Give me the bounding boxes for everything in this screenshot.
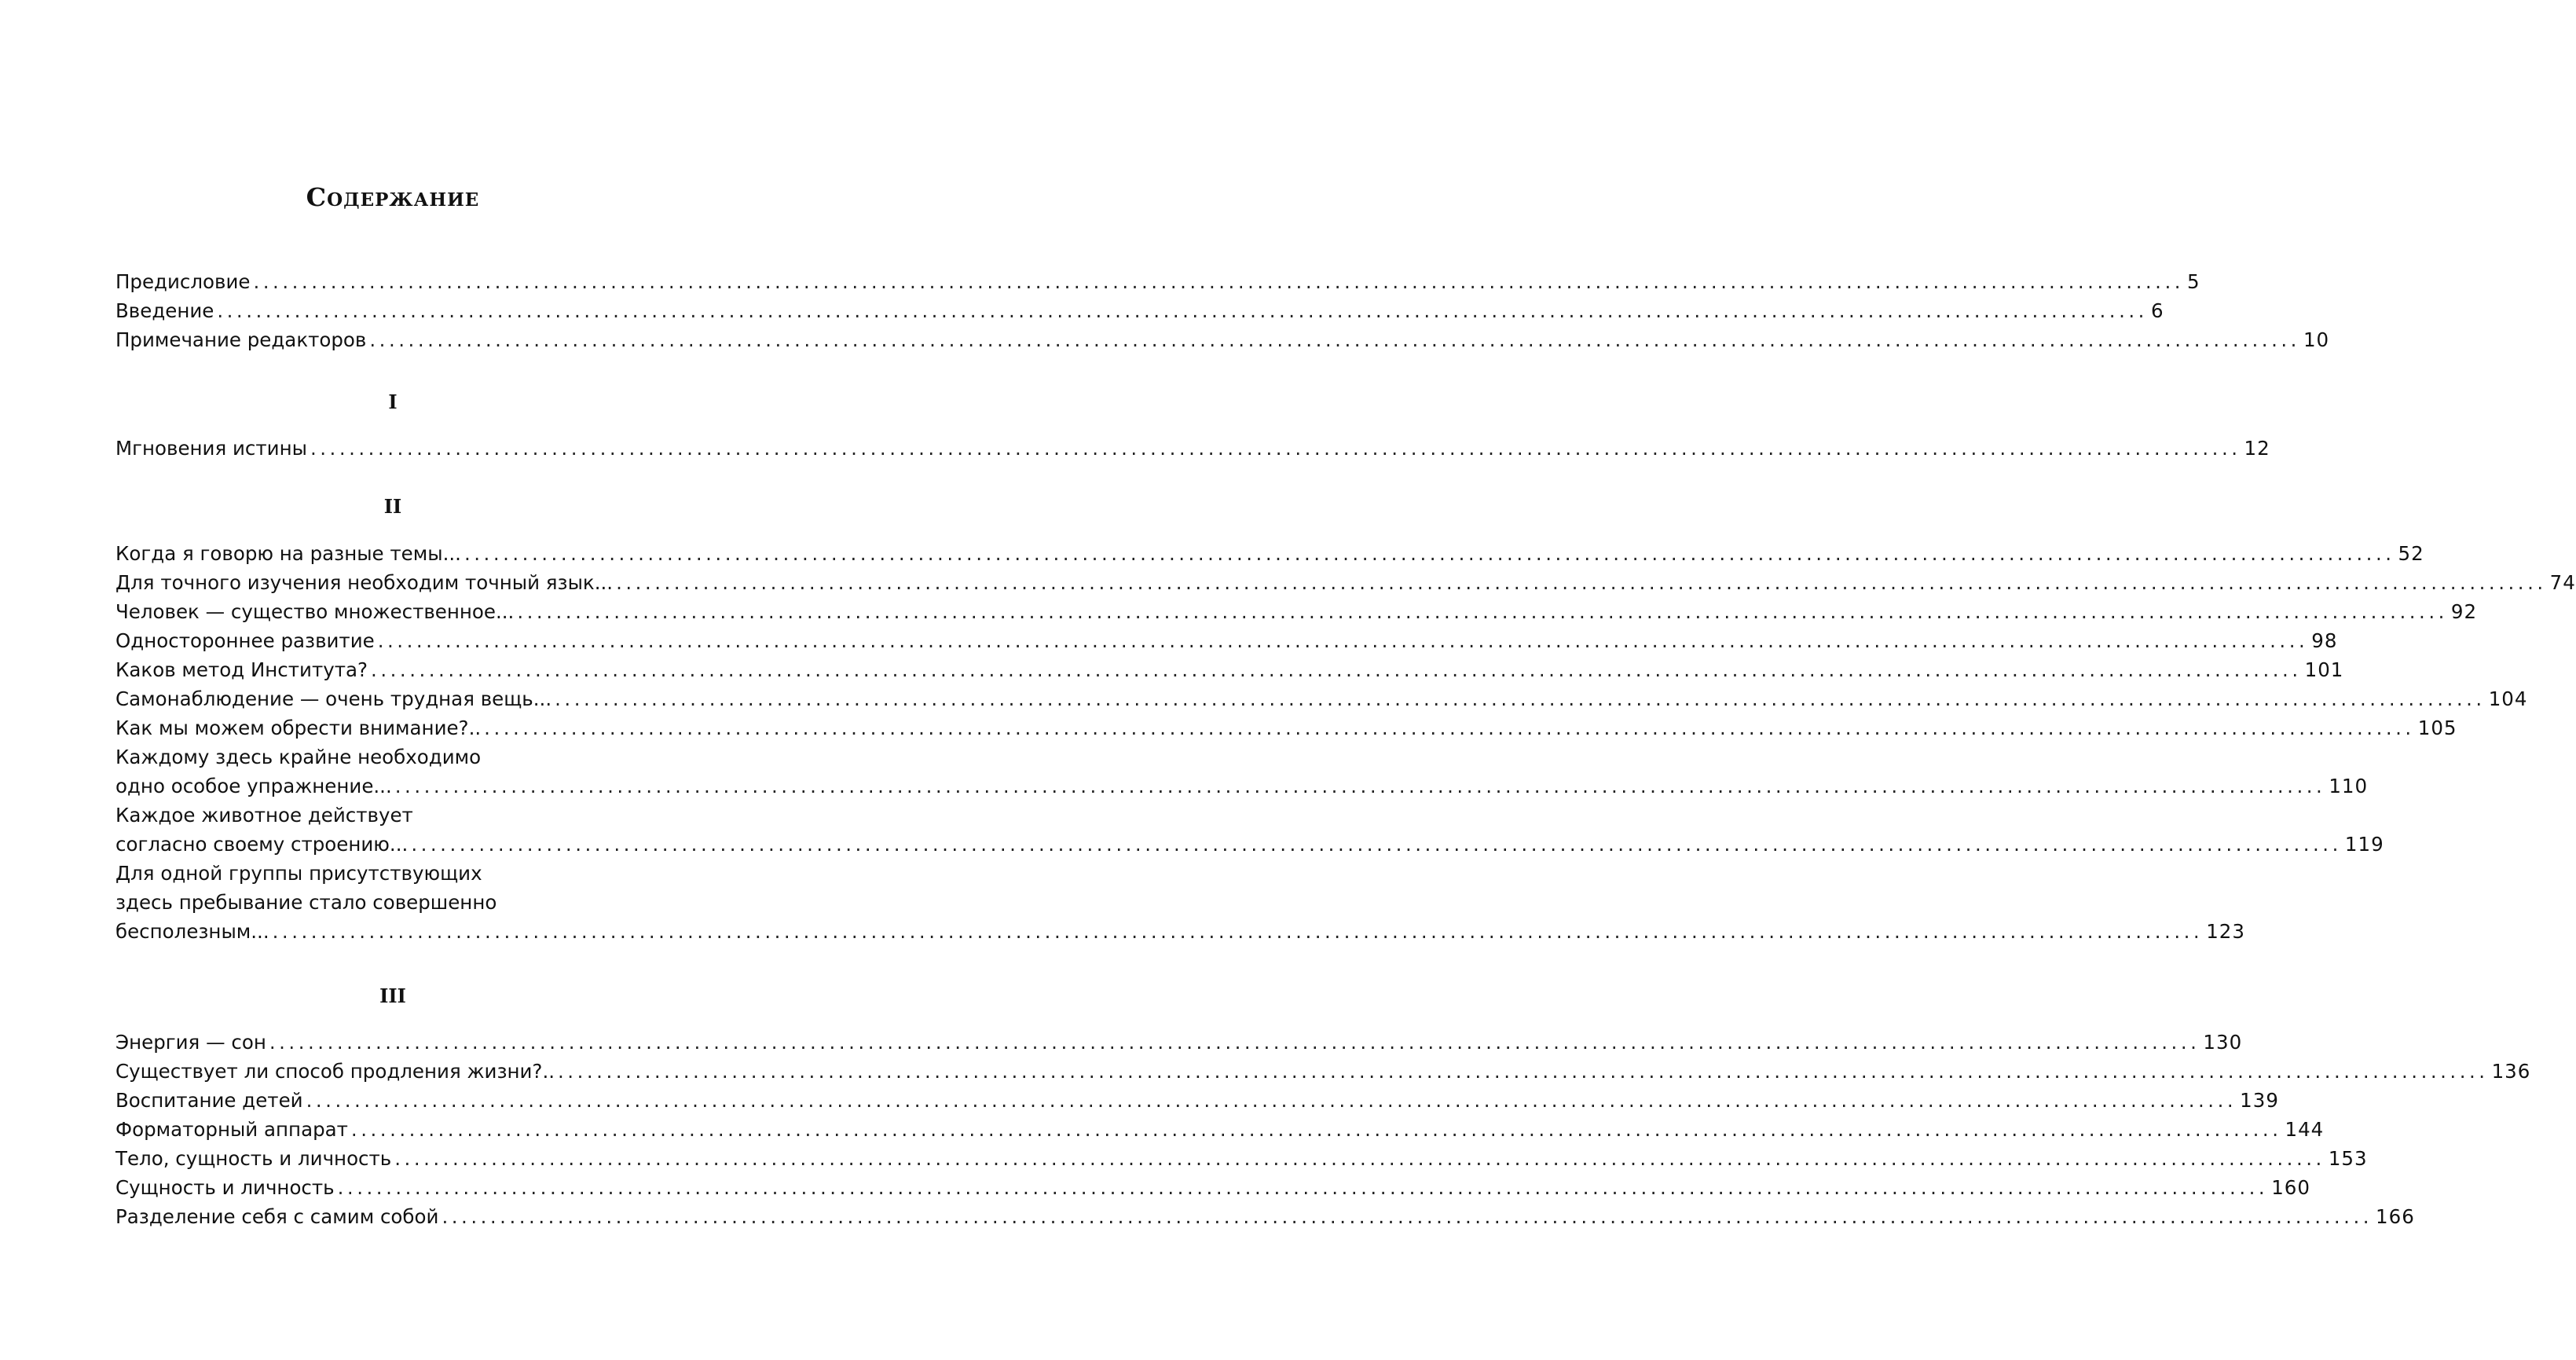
leader-dots: ........................................................................................................................................................................................................ [217,299,2148,322]
toc-page-number: 101 [2304,658,2344,681]
leader-dots: ........................................................................................................................................................................................................ [394,1147,2325,1170]
toc-entry-introduction[interactable] [115,296,2164,325]
toc-entry[interactable] [115,568,2576,597]
leader-dots: ........................................................................................................................................................................................................ [272,920,2204,943]
leader-dots: ........................................................................................................................................................................................................ [558,1060,2489,1083]
leader-dots: ........................................................................................................................................................................................................ [377,629,2309,652]
toc-page-number: 119 [2344,833,2384,856]
toc-entry-title-line[interactable]: Для одной группы присутствующих [115,862,482,885]
toc-entry[interactable] [115,597,2478,626]
toc-entry-title-line[interactable]: Каждому здесь крайне необходимо [115,746,482,768]
toc-entry[interactable] [115,434,2270,463]
leader-dots: ........................................................................................................................................................................................................ [517,600,2448,623]
toc-entry-editors-note[interactable] [115,325,2330,354]
toc-entry[interactable] [115,1057,2531,1086]
toc-entry-title: Для точного изучения необходим точный язык... [115,571,614,594]
toc-entry-title: Каков метод Института? [115,658,368,681]
toc-entry-title: бесполезным... [115,920,269,943]
leader-dots: ........................................................................................................................................................................................................ [369,328,2300,351]
leader-dots: ........................................................................................................................................................................................................ [337,1176,2269,1199]
toc-entry[interactable] [115,655,2344,684]
toc-entry-title: Воспитание детей [115,1089,303,1112]
leader-dots: ........................................................................................................................................................................................................ [464,542,2395,565]
toc-entry-title: Форматорный аппарат [115,1118,348,1141]
toc-entry-title: Разделение себя с самим собой [115,1205,439,1228]
toc-entry[interactable] [115,1028,2243,1057]
toc-page-number: 52 [2398,542,2424,565]
toc-entry-preface[interactable] [115,267,2200,296]
leader-dots: ........................................................................................................................................................................................................ [269,1031,2200,1054]
toc-entry[interactable] [115,713,2457,742]
toc-entry-title-line[interactable]: Каждое животное действует [115,804,413,827]
toc-entry[interactable] [115,1144,2368,1173]
toc-page-number: 98 [2311,629,2338,652]
toc-page-number: 92 [2450,600,2478,623]
toc-entry-title: Сущность и личность [115,1176,335,1199]
toc-entry-title: Человек — существо множественное... [115,600,515,623]
toc-entry[interactable] [115,917,2245,946]
toc-page-number: 166 [2376,1205,2415,1228]
leader-dots: ........................................................................................................................................................................................................ [411,833,2342,856]
leader-dots: ........................................................................................................................................................................................................ [555,687,2486,710]
toc-page-number: 130 [2203,1031,2243,1054]
toc-entry-title: Самонаблюдение — очень трудная вещь... [115,687,552,710]
toc-entry-title: согласно своему строению... [115,833,409,856]
leader-dots: ........................................................................................................................................................................................................ [306,1089,2237,1112]
toc-page-number: 5 [2187,270,2200,293]
toc-page-number: 6 [2150,299,2164,322]
toc-entry-title: Тело, сущность и личность [115,1147,392,1170]
toc-entry[interactable] [115,1086,2279,1115]
leader-dots: ........................................................................................................................................................................................................ [310,437,2241,460]
toc-entry[interactable] [115,1115,2325,1144]
page-title: СОДЕРЖАНИЕ [306,182,480,212]
toc-entry[interactable] [115,684,2528,713]
toc-entry-title: Энергия — сон [115,1031,266,1054]
leader-dots: ........................................................................................................................................................................................................ [350,1118,2282,1141]
section-heading-1: I [388,390,398,413]
toc-page-number: 144 [2285,1118,2325,1141]
section-heading-3: III [379,984,406,1007]
section-heading-2: II [383,495,402,518]
leader-dots: ........................................................................................................................................................................................................ [442,1205,2373,1228]
toc-entry[interactable] [115,830,2384,859]
toc-entry[interactable] [115,1202,2415,1231]
toc-entry-title: Предисловие [115,270,251,293]
toc-page-number: 74 [2549,571,2576,594]
leader-dots: ........................................................................................................................................................................................................ [371,658,2302,681]
toc-page-number: 12 [2244,437,2270,460]
toc-page-number: 139 [2240,1089,2279,1112]
toc-entry[interactable] [115,772,2369,801]
toc-page-number: 110 [2329,775,2369,797]
leader-dots: ........................................................................................................................................................................................................ [394,775,2326,797]
toc-entry-title: Мгновения истины [115,437,307,460]
toc-entry[interactable] [115,539,2424,568]
toc-entry-title: Одностороннее развитие [115,629,375,652]
leader-dots: ........................................................................................................................................................................................................ [484,717,2415,739]
toc-entry-title: Введение [115,299,214,322]
leader-dots: ........................................................................................................................................................................................................ [253,270,2185,293]
toc-page-number: 160 [2271,1176,2310,1199]
toc-entry[interactable] [115,626,2338,655]
toc-page-number: 153 [2328,1147,2368,1170]
toc-entry-title: Примечание редакторов [115,328,367,351]
toc-page-number: 136 [2491,1060,2531,1083]
toc-page-number: 105 [2417,717,2457,739]
toc-entry-title-line[interactable]: здесь пребывание стало совершенно [115,891,497,914]
toc-page-number: 123 [2206,920,2245,943]
leader-dots: ........................................................................................................................................................................................................ [616,571,2547,594]
toc-entry-title: одно особое упражнение... [115,775,392,797]
toc-entry[interactable] [115,1173,2310,1202]
toc-page-number: 104 [2488,687,2528,710]
toc-entry-title: Существует ли способ продления жизни?.. [115,1060,555,1083]
toc-entry-title: Как мы можем обрести внимание?.. [115,717,482,739]
toc-page-number: 10 [2303,328,2330,351]
toc-entry-title: Когда я говорю на разные темы... [115,542,461,565]
